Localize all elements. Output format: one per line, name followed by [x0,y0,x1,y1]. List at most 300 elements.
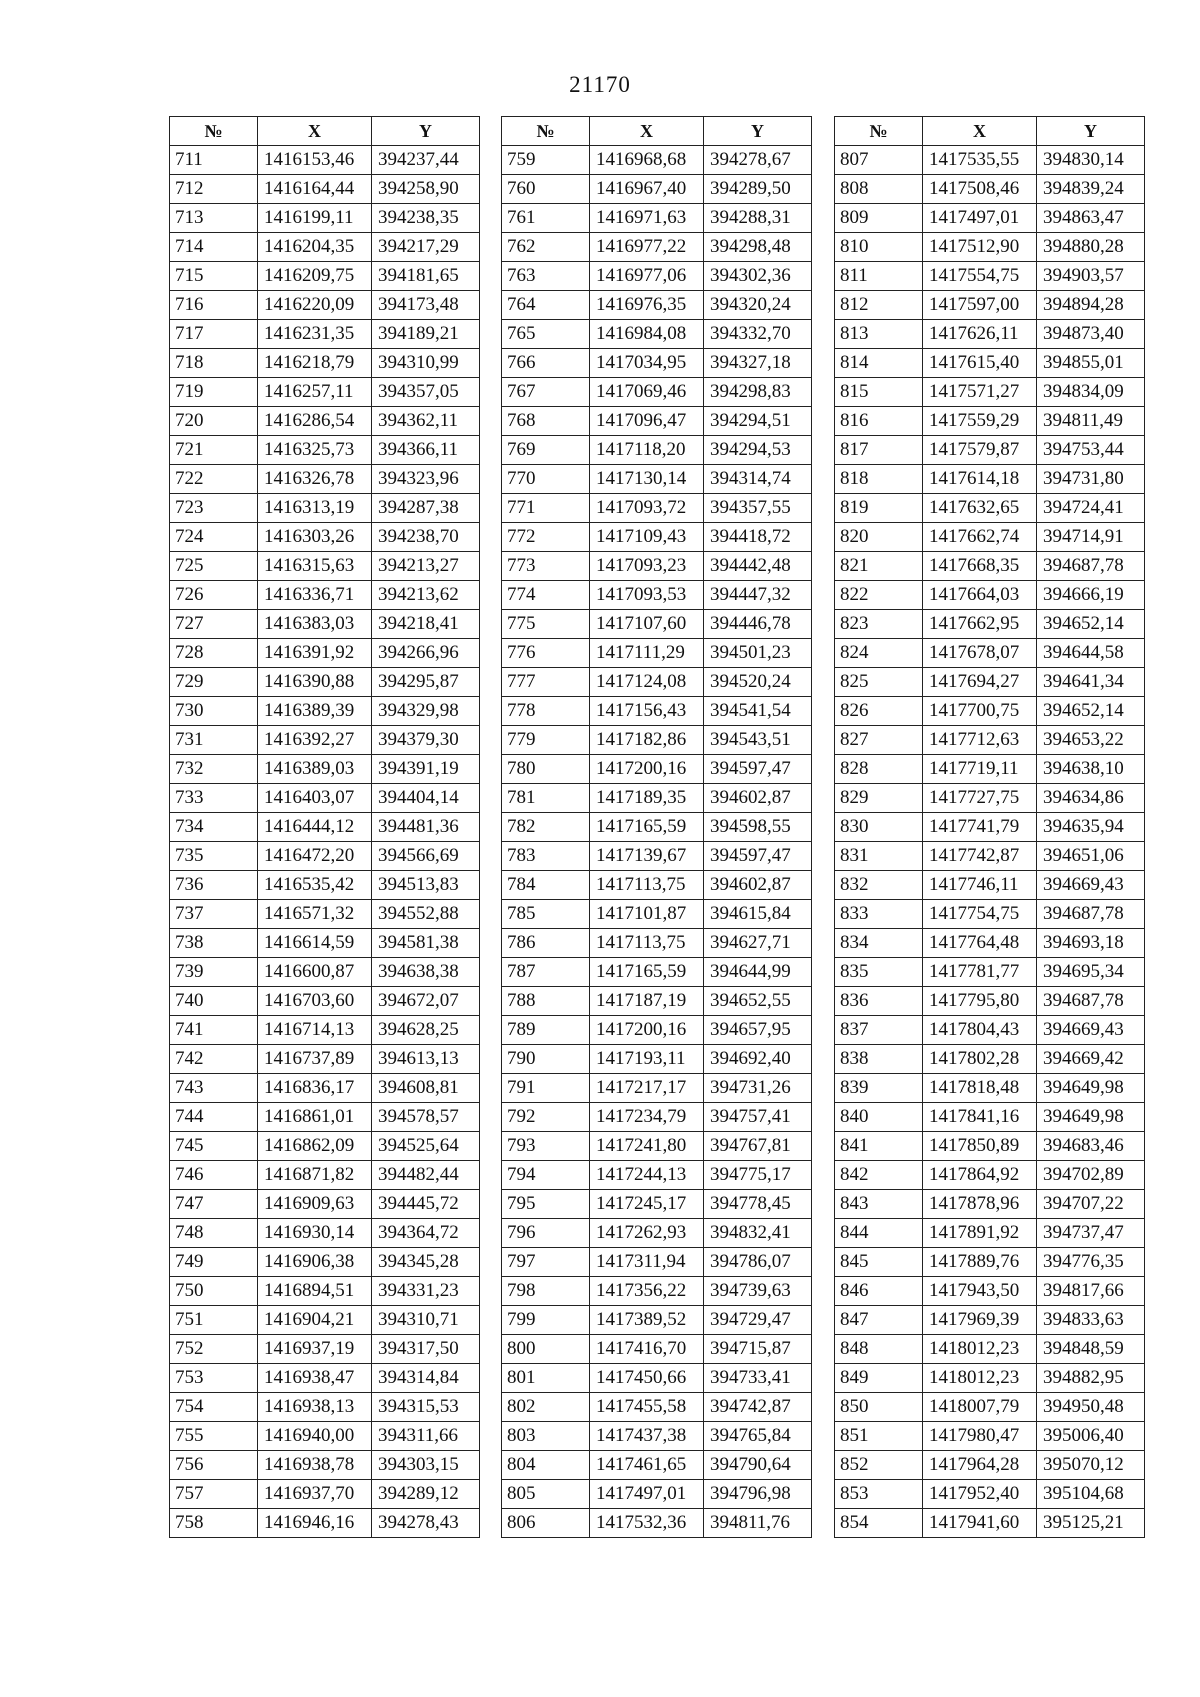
x-coordinate-cell: 1416836,17 [258,1074,372,1103]
y-coordinate-cell: 394331,23 [372,1277,480,1306]
x-coordinate-cell: 1417217,17 [590,1074,704,1103]
table-row [170,349,480,378]
table-row [835,1422,1145,1451]
table-row [502,291,812,320]
x-coordinate-cell: 1416472,20 [258,842,372,871]
table-row [502,494,812,523]
point-number-cell: 843 [835,1190,923,1219]
y-coordinate-cell: 394217,29 [372,233,480,262]
x-coordinate-cell: 1416326,78 [258,465,372,494]
table-row [835,175,1145,204]
x-coordinate-cell: 1417416,70 [590,1335,704,1364]
x-coordinate-cell: 1416571,32 [258,900,372,929]
x-coordinate-cell: 1417802,28 [923,1045,1037,1074]
y-coordinate-cell: 394729,47 [704,1306,812,1335]
point-number-cell: 812 [835,291,923,320]
point-number-cell: 719 [170,378,258,407]
table-row [170,378,480,407]
table-row [835,436,1145,465]
y-coordinate-cell: 394832,41 [704,1219,812,1248]
y-coordinate-cell: 394882,95 [1037,1364,1145,1393]
y-coordinate-cell: 394213,27 [372,552,480,581]
table-row [170,813,480,842]
table-row [502,436,812,465]
x-coordinate-cell: 1416976,35 [590,291,704,320]
point-number-cell: 734 [170,813,258,842]
table-row [502,668,812,697]
table-row [170,1074,480,1103]
point-number-cell: 774 [502,581,590,610]
x-coordinate-cell: 1417497,01 [923,204,1037,233]
y-coordinate-cell: 394767,81 [704,1132,812,1161]
point-number-cell: 853 [835,1480,923,1509]
y-coordinate-cell: 394391,19 [372,755,480,784]
point-number-cell: 845 [835,1248,923,1277]
table-row [835,958,1145,987]
y-coordinate-cell: 394615,84 [704,900,812,929]
y-coordinate-cell: 394602,87 [704,784,812,813]
table-row [835,465,1145,494]
point-number-cell: 849 [835,1364,923,1393]
y-coordinate-cell: 394657,95 [704,1016,812,1045]
table-row [835,552,1145,581]
point-number-cell: 797 [502,1248,590,1277]
table-row [835,1451,1145,1480]
point-number-cell: 736 [170,871,258,900]
x-coordinate-cell: 1416218,79 [258,349,372,378]
y-coordinate-cell: 394442,48 [704,552,812,581]
table-row [170,1248,480,1277]
point-number-cell: 852 [835,1451,923,1480]
table-row [502,1190,812,1219]
y-coordinate-cell: 394345,28 [372,1248,480,1277]
y-coordinate-cell: 394903,57 [1037,262,1145,291]
table-row [170,871,480,900]
table-row [835,262,1145,291]
x-coordinate-cell: 1417113,75 [590,929,704,958]
point-number-cell: 747 [170,1190,258,1219]
x-coordinate-cell: 1417512,90 [923,233,1037,262]
point-number-cell: 769 [502,436,590,465]
y-coordinate-cell: 394181,65 [372,262,480,291]
point-number-cell: 771 [502,494,590,523]
point-number-cell: 827 [835,726,923,755]
table-row [502,146,812,175]
table-row [835,1335,1145,1364]
table-row [502,349,812,378]
y-coordinate-cell: 394310,71 [372,1306,480,1335]
x-coordinate-cell: 1416444,12 [258,813,372,842]
point-number-cell: 809 [835,204,923,233]
table-row [502,1306,812,1335]
table-row [835,900,1145,929]
coordinates-table-2 [501,116,812,1538]
point-number-cell: 726 [170,581,258,610]
x-coordinate-cell: 1416967,40 [590,175,704,204]
point-number-cell: 813 [835,320,923,349]
point-number-cell: 834 [835,929,923,958]
point-number-cell: 740 [170,987,258,1016]
point-number-cell: 835 [835,958,923,987]
x-coordinate-cell: 1416383,03 [258,610,372,639]
point-number-cell: 810 [835,233,923,262]
y-coordinate-cell: 394873,40 [1037,320,1145,349]
point-number-cell: 783 [502,842,590,871]
y-coordinate-cell: 394578,57 [372,1103,480,1132]
point-number-cell: 737 [170,900,258,929]
y-coordinate-cell: 394552,88 [372,900,480,929]
y-coordinate-cell: 394649,98 [1037,1074,1145,1103]
x-coordinate-cell: 1417109,43 [590,523,704,552]
y-coordinate-cell: 394775,17 [704,1161,812,1190]
header-y: Y [372,117,480,146]
y-coordinate-cell: 394525,64 [372,1132,480,1161]
point-number-cell: 833 [835,900,923,929]
table-row [502,320,812,349]
x-coordinate-cell: 1416971,63 [590,204,704,233]
table-row [170,1045,480,1074]
y-coordinate-cell: 394683,46 [1037,1132,1145,1161]
table-row [502,639,812,668]
y-coordinate-cell: 394765,84 [704,1422,812,1451]
table-row [835,1248,1145,1277]
point-number-cell: 755 [170,1422,258,1451]
x-coordinate-cell: 1416231,35 [258,320,372,349]
table-row [835,1364,1145,1393]
point-number-cell: 832 [835,871,923,900]
point-number-cell: 841 [835,1132,923,1161]
y-coordinate-cell: 394294,53 [704,436,812,465]
table-row [170,1016,480,1045]
table-row [502,1422,812,1451]
x-coordinate-cell: 1417165,59 [590,958,704,987]
table-row [502,1335,812,1364]
x-coordinate-cell: 1416894,51 [258,1277,372,1306]
point-number-cell: 731 [170,726,258,755]
x-coordinate-cell: 1417615,40 [923,349,1037,378]
y-coordinate-cell: 394834,09 [1037,378,1145,407]
point-number-cell: 717 [170,320,258,349]
point-number-cell: 764 [502,291,590,320]
point-number-cell: 770 [502,465,590,494]
table-row [835,929,1145,958]
x-coordinate-cell: 1417200,16 [590,755,704,784]
y-coordinate-cell: 395104,68 [1037,1480,1145,1509]
y-coordinate-cell: 394366,11 [372,436,480,465]
y-coordinate-cell: 394238,35 [372,204,480,233]
y-coordinate-cell: 394687,78 [1037,987,1145,1016]
table-row [502,697,812,726]
y-coordinate-cell: 394608,81 [372,1074,480,1103]
point-number-cell: 811 [835,262,923,291]
x-coordinate-cell: 1417804,43 [923,1016,1037,1045]
point-number-cell: 741 [170,1016,258,1045]
point-number-cell: 723 [170,494,258,523]
y-coordinate-cell: 394742,87 [704,1393,812,1422]
x-coordinate-cell: 1417662,95 [923,610,1037,639]
y-coordinate-cell: 394482,44 [372,1161,480,1190]
x-coordinate-cell: 1416303,26 [258,523,372,552]
x-coordinate-cell: 1416325,73 [258,436,372,465]
y-coordinate-cell: 394649,98 [1037,1103,1145,1132]
table-row [835,581,1145,610]
x-coordinate-cell: 1417781,77 [923,958,1037,987]
x-coordinate-cell: 1416286,54 [258,407,372,436]
x-coordinate-cell: 1417093,72 [590,494,704,523]
table-row [502,204,812,233]
point-number-cell: 776 [502,639,590,668]
point-number-cell: 786 [502,929,590,958]
x-coordinate-cell: 1417200,16 [590,1016,704,1045]
x-coordinate-cell: 1416389,03 [258,755,372,784]
x-coordinate-cell: 1417559,29 [923,407,1037,436]
x-coordinate-cell: 1417668,35 [923,552,1037,581]
table-row [170,610,480,639]
y-coordinate-cell: 394757,41 [704,1103,812,1132]
table-row [170,1103,480,1132]
point-number-cell: 805 [502,1480,590,1509]
table-row [502,610,812,639]
x-coordinate-cell: 1417841,16 [923,1103,1037,1132]
x-coordinate-cell: 1417980,47 [923,1422,1037,1451]
y-coordinate-cell: 394811,49 [1037,407,1145,436]
table-row [502,523,812,552]
table-row [502,726,812,755]
point-number-cell: 789 [502,1016,590,1045]
table-row [502,407,812,436]
table-row [835,1074,1145,1103]
table-row [502,581,812,610]
point-number-cell: 808 [835,175,923,204]
x-coordinate-cell: 1417262,93 [590,1219,704,1248]
table-row [502,871,812,900]
y-coordinate-cell: 394776,35 [1037,1248,1145,1277]
x-coordinate-cell: 1416392,27 [258,726,372,755]
y-coordinate-cell: 394731,26 [704,1074,812,1103]
point-number-cell: 711 [170,146,258,175]
x-coordinate-cell: 1417850,89 [923,1132,1037,1161]
x-coordinate-cell: 1416984,08 [590,320,704,349]
table-row [170,639,480,668]
y-coordinate-cell: 394357,55 [704,494,812,523]
table-row [170,929,480,958]
y-coordinate-cell: 394739,63 [704,1277,812,1306]
point-number-cell: 799 [502,1306,590,1335]
x-coordinate-cell: 1417093,23 [590,552,704,581]
table-row [835,871,1145,900]
header-y: Y [704,117,812,146]
y-coordinate-cell: 394298,83 [704,378,812,407]
point-number-cell: 724 [170,523,258,552]
table-row [502,378,812,407]
y-coordinate-cell: 394447,32 [704,581,812,610]
y-coordinate-cell: 394288,31 [704,204,812,233]
y-coordinate-cell: 394830,14 [1037,146,1145,175]
y-coordinate-cell: 394652,14 [1037,610,1145,639]
y-coordinate-cell: 394687,78 [1037,552,1145,581]
x-coordinate-cell: 1417508,46 [923,175,1037,204]
x-coordinate-cell: 1417101,87 [590,900,704,929]
table-row [170,581,480,610]
point-number-cell: 721 [170,436,258,465]
point-number-cell: 746 [170,1161,258,1190]
x-coordinate-cell: 1417864,92 [923,1161,1037,1190]
y-coordinate-cell: 394894,28 [1037,291,1145,320]
y-coordinate-cell: 394737,47 [1037,1219,1145,1248]
point-number-cell: 735 [170,842,258,871]
y-coordinate-cell: 394672,07 [372,987,480,1016]
x-coordinate-cell: 1416861,01 [258,1103,372,1132]
table-row [835,1480,1145,1509]
y-coordinate-cell: 394445,72 [372,1190,480,1219]
table-row [835,842,1145,871]
point-number-cell: 814 [835,349,923,378]
x-coordinate-cell: 1416614,59 [258,929,372,958]
y-coordinate-cell: 394880,28 [1037,233,1145,262]
x-coordinate-cell: 1417130,14 [590,465,704,494]
table-row [502,813,812,842]
table-row [170,1509,480,1538]
x-coordinate-cell: 1416257,11 [258,378,372,407]
table-row [835,784,1145,813]
table-row [170,726,480,755]
x-coordinate-cell: 1417107,60 [590,610,704,639]
x-coordinate-cell: 1417189,35 [590,784,704,813]
x-coordinate-cell: 1417156,43 [590,697,704,726]
point-number-cell: 847 [835,1306,923,1335]
point-number-cell: 846 [835,1277,923,1306]
y-coordinate-cell: 394298,48 [704,233,812,262]
point-number-cell: 729 [170,668,258,697]
x-coordinate-cell: 1418012,23 [923,1335,1037,1364]
header-y: Y [1037,117,1145,146]
y-coordinate-cell: 394189,21 [372,320,480,349]
y-coordinate-cell: 394651,06 [1037,842,1145,871]
table-row [835,1132,1145,1161]
x-coordinate-cell: 1417943,50 [923,1277,1037,1306]
y-coordinate-cell: 394314,74 [704,465,812,494]
point-number-cell: 815 [835,378,923,407]
table-row [502,1364,812,1393]
table-row [835,1277,1145,1306]
header-x: X [258,117,372,146]
table-row [502,1103,812,1132]
y-coordinate-cell: 394481,36 [372,813,480,842]
y-coordinate-cell: 394317,50 [372,1335,480,1364]
y-coordinate-cell: 394404,14 [372,784,480,813]
x-coordinate-cell: 1417241,80 [590,1132,704,1161]
x-coordinate-cell: 1417096,47 [590,407,704,436]
table-row [170,204,480,233]
table-row [835,291,1145,320]
point-number-cell: 718 [170,349,258,378]
table-row [170,755,480,784]
point-number-cell: 751 [170,1306,258,1335]
table-row [835,1219,1145,1248]
x-coordinate-cell: 1416315,63 [258,552,372,581]
point-number-cell: 754 [170,1393,258,1422]
y-coordinate-cell: 394669,42 [1037,1045,1145,1074]
table-row [835,204,1145,233]
y-coordinate-cell: 394541,54 [704,697,812,726]
point-number-cell: 803 [502,1422,590,1451]
x-coordinate-cell: 1416600,87 [258,958,372,987]
point-number-cell: 732 [170,755,258,784]
x-coordinate-cell: 1417741,79 [923,813,1037,842]
x-coordinate-cell: 1416313,19 [258,494,372,523]
x-coordinate-cell: 1416391,92 [258,639,372,668]
x-coordinate-cell: 1416940,00 [258,1422,372,1451]
x-coordinate-cell: 1417532,36 [590,1509,704,1538]
point-number-cell: 844 [835,1219,923,1248]
point-number-cell: 760 [502,175,590,204]
point-number-cell: 790 [502,1045,590,1074]
table-row [835,755,1145,784]
table-row [502,1161,812,1190]
table-row [835,233,1145,262]
y-coordinate-cell: 394707,22 [1037,1190,1145,1219]
x-coordinate-cell: 1417182,86 [590,726,704,755]
y-coordinate-cell: 394644,58 [1037,639,1145,668]
point-number-cell: 712 [170,175,258,204]
point-number-cell: 777 [502,668,590,697]
x-coordinate-cell: 1418007,79 [923,1393,1037,1422]
y-coordinate-cell: 394315,53 [372,1393,480,1422]
point-number-cell: 744 [170,1103,258,1132]
y-coordinate-cell: 394278,43 [372,1509,480,1538]
table-row [502,552,812,581]
table-row [835,1161,1145,1190]
table-row [835,407,1145,436]
y-coordinate-cell: 394666,19 [1037,581,1145,610]
x-coordinate-cell: 1417712,63 [923,726,1037,755]
table-row [170,1219,480,1248]
x-coordinate-cell: 1417818,48 [923,1074,1037,1103]
y-coordinate-cell: 394950,48 [1037,1393,1145,1422]
x-coordinate-cell: 1417450,66 [590,1364,704,1393]
table-row [170,1306,480,1335]
point-number-cell: 785 [502,900,590,929]
y-coordinate-cell: 395070,12 [1037,1451,1145,1480]
x-coordinate-cell: 1417437,38 [590,1422,704,1451]
y-coordinate-cell: 394863,47 [1037,204,1145,233]
x-coordinate-cell: 1417727,75 [923,784,1037,813]
x-coordinate-cell: 1417746,11 [923,871,1037,900]
table-row [835,1306,1145,1335]
x-coordinate-cell: 1417356,22 [590,1277,704,1306]
x-coordinate-cell: 1416199,11 [258,204,372,233]
y-coordinate-cell: 394715,87 [704,1335,812,1364]
table-row [170,1364,480,1393]
table-row [170,494,480,523]
point-number-cell: 716 [170,291,258,320]
header-number: № [502,117,590,146]
point-number-cell: 756 [170,1451,258,1480]
x-coordinate-cell: 1416909,63 [258,1190,372,1219]
point-number-cell: 778 [502,697,590,726]
table-row [502,1248,812,1277]
x-coordinate-cell: 1417742,87 [923,842,1037,871]
x-coordinate-cell: 1417795,80 [923,987,1037,1016]
table-row [502,784,812,813]
y-coordinate-cell: 394289,12 [372,1480,480,1509]
table-row [502,987,812,1016]
table-header-row [835,117,1145,146]
page-number: 21170 [569,72,631,97]
y-coordinate-cell: 395125,21 [1037,1509,1145,1538]
point-number-cell: 730 [170,697,258,726]
table-row [835,146,1145,175]
